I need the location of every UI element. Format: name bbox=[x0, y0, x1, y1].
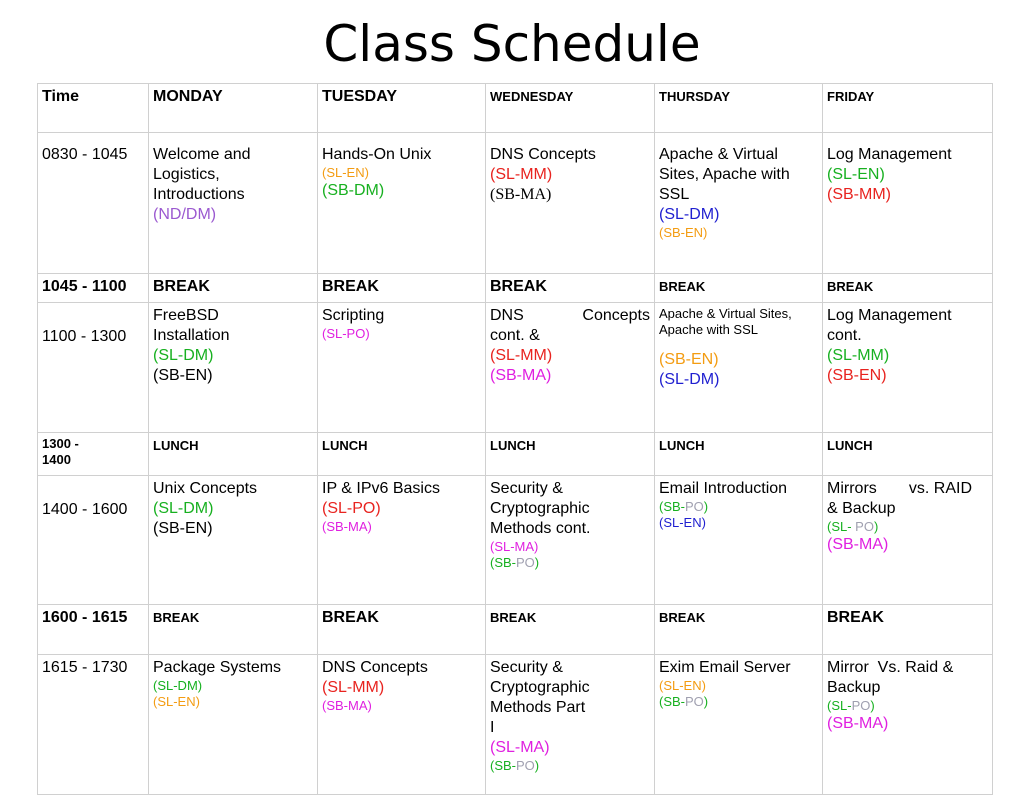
session-cell bbox=[149, 655, 318, 795]
session-cell bbox=[655, 655, 823, 795]
session-text bbox=[490, 306, 650, 326]
break-label: BREAK bbox=[322, 278, 379, 295]
session-word: vs. RAID bbox=[908, 480, 972, 497]
session-cell bbox=[318, 274, 486, 303]
tag-part: ) bbox=[703, 499, 709, 514]
time-label: 0830 - 1045 bbox=[42, 146, 128, 163]
session-text: Hands-On Unix bbox=[322, 146, 432, 163]
instructor-tag: (SL-DM) bbox=[659, 206, 720, 223]
instructor-tag: (SB-EN) bbox=[153, 520, 213, 537]
session-cell bbox=[486, 133, 655, 274]
table-row bbox=[38, 133, 993, 274]
instructor-tag: (SL-EN) bbox=[322, 165, 369, 180]
table-row bbox=[38, 476, 993, 605]
session-text: Backup bbox=[827, 679, 881, 696]
schedule-table bbox=[37, 83, 993, 795]
tag-part: PO bbox=[855, 519, 874, 534]
instructor-tag: (SB-MM) bbox=[827, 186, 891, 203]
session-text: Apache & Virtual bbox=[659, 146, 778, 163]
session-cell bbox=[318, 655, 486, 795]
tag-part: PO bbox=[516, 555, 535, 570]
session-cell bbox=[149, 303, 318, 433]
instructor-tag: (SB-EN) bbox=[659, 351, 719, 368]
session-cell bbox=[318, 303, 486, 433]
instructor-tag: (SB-EN) bbox=[827, 367, 887, 384]
instructor-tag: (SL-MM) bbox=[490, 166, 553, 183]
session-text: Security & bbox=[490, 659, 563, 676]
spacer bbox=[659, 338, 818, 350]
break-label: BREAK bbox=[490, 610, 537, 625]
session-cell bbox=[655, 303, 823, 433]
instructor-tag bbox=[659, 499, 818, 515]
break-label: BREAK bbox=[153, 610, 200, 625]
instructor-tag bbox=[490, 758, 650, 774]
session-text: cont. bbox=[827, 327, 862, 344]
session-text: & Backup bbox=[827, 500, 896, 517]
session-text: I bbox=[490, 719, 495, 736]
session-cell bbox=[823, 274, 993, 303]
tag-part: (SL- bbox=[827, 519, 856, 534]
session-cell bbox=[655, 433, 823, 476]
instructor-tag: (SL-MM) bbox=[322, 679, 385, 696]
time-cell bbox=[38, 133, 149, 274]
header-thursday bbox=[655, 84, 823, 133]
session-cell bbox=[486, 303, 655, 433]
session-cell bbox=[149, 133, 318, 274]
session-cell bbox=[318, 605, 486, 655]
session-text: DNS Concepts bbox=[322, 659, 428, 676]
lunch-label: LUNCH bbox=[153, 438, 199, 453]
session-cell bbox=[486, 605, 655, 655]
header-row bbox=[38, 84, 993, 133]
table-row bbox=[38, 274, 993, 303]
break-label: BREAK bbox=[827, 609, 884, 626]
session-text: Log Management bbox=[827, 146, 952, 163]
time-label: 1100 - 1300 bbox=[42, 328, 127, 345]
session-cell bbox=[655, 476, 823, 605]
session-text: Methods Part bbox=[490, 699, 586, 716]
lunch-label: LUNCH bbox=[827, 438, 873, 453]
instructor-tag: (SB-MA) bbox=[322, 698, 372, 713]
session-text: Apache with SSL bbox=[659, 322, 759, 337]
session-text: SSL bbox=[659, 186, 690, 203]
tag-part: PO bbox=[516, 758, 535, 773]
instructor-tag: (SB-EN) bbox=[153, 367, 213, 384]
session-cell bbox=[486, 433, 655, 476]
instructor-tag: (SL-EN) bbox=[659, 678, 706, 693]
session-text: cont. & bbox=[490, 327, 540, 344]
header-friday-label: FRIDAY bbox=[827, 89, 875, 104]
tag-part: PO bbox=[851, 698, 871, 713]
header-monday bbox=[149, 84, 318, 133]
tag-part: (SL- bbox=[827, 698, 852, 713]
tag-part: (SB- bbox=[659, 499, 685, 514]
session-text: Unix Concepts bbox=[153, 480, 258, 497]
session-cell bbox=[318, 476, 486, 605]
time-cell bbox=[38, 605, 149, 655]
time-label: 1400 bbox=[42, 452, 71, 467]
session-text: Email Introduction bbox=[659, 480, 788, 497]
break-label: BREAK bbox=[659, 279, 706, 294]
instructor-tag: (SB-MA) bbox=[490, 367, 552, 384]
session-text: Logistics, bbox=[153, 166, 220, 183]
instructor-tag: (SB-DM) bbox=[322, 182, 385, 199]
instructor-tag: (SL-EN) bbox=[153, 694, 200, 709]
lunch-label: LUNCH bbox=[659, 438, 705, 453]
table-row bbox=[38, 655, 993, 795]
session-word: Mirrors bbox=[827, 480, 877, 497]
instructor-tag bbox=[827, 698, 988, 714]
header-tuesday-label: TUESDAY bbox=[322, 88, 397, 105]
session-cell bbox=[486, 476, 655, 605]
session-text: Installation bbox=[153, 327, 230, 344]
instructor-tag: (SL-PO) bbox=[322, 326, 370, 341]
instructor-tag: (ND/DM) bbox=[153, 206, 217, 223]
tag-part: ) bbox=[703, 694, 709, 709]
session-text: Package Systems bbox=[153, 659, 282, 676]
tag-part: ) bbox=[534, 555, 540, 570]
header-tuesday bbox=[318, 84, 486, 133]
session-text: Mirror Vs. Raid & bbox=[827, 659, 954, 676]
instructor-tag: (SL-EN) bbox=[659, 515, 706, 530]
session-text: FreeBSD bbox=[153, 307, 219, 324]
session-cell bbox=[655, 605, 823, 655]
header-wednesday bbox=[486, 84, 655, 133]
session-text: Security & bbox=[490, 480, 563, 497]
time-label: 1600 - 1615 bbox=[42, 609, 128, 626]
tag-part: ) bbox=[873, 519, 879, 534]
break-label: BREAK bbox=[827, 279, 874, 294]
session-text: IP & IPv6 Basics bbox=[322, 480, 440, 497]
session-cell bbox=[318, 133, 486, 274]
session-text: Welcome and bbox=[153, 146, 251, 163]
header-monday-label: MONDAY bbox=[153, 88, 223, 105]
instructor-tag: (SL-MA) bbox=[490, 539, 539, 554]
session-text: Cryptographic bbox=[490, 679, 590, 696]
session-cell bbox=[655, 133, 823, 274]
session-word: DNS bbox=[490, 307, 524, 324]
session-text: Methods cont. bbox=[490, 520, 591, 537]
instructor-tag bbox=[490, 555, 650, 571]
time-cell bbox=[38, 274, 149, 303]
time-cell bbox=[38, 433, 149, 476]
instructor-tag: (SL-DM) bbox=[153, 347, 214, 364]
time-label: 1045 - 1100 bbox=[42, 278, 127, 295]
instructor-tag bbox=[827, 519, 988, 535]
header-thursday-label: THURSDAY bbox=[659, 89, 731, 104]
session-cell bbox=[486, 274, 655, 303]
instructor-tag: (SL-MM) bbox=[827, 347, 890, 364]
session-cell bbox=[149, 476, 318, 605]
header-wednesday-label: WEDNESDAY bbox=[490, 89, 574, 104]
session-text: Log Management bbox=[827, 307, 952, 324]
session-cell bbox=[823, 476, 993, 605]
session-text: Cryptographic bbox=[490, 500, 590, 517]
tag-part: (SB- bbox=[490, 555, 516, 570]
instructor-tag: (SB-EN) bbox=[659, 225, 708, 240]
instructor-tag: (SB-MA) bbox=[827, 536, 889, 553]
table-row bbox=[38, 605, 993, 655]
break-label: BREAK bbox=[490, 278, 547, 295]
session-word: Concepts bbox=[582, 307, 650, 324]
tag-part: ) bbox=[870, 698, 875, 713]
lunch-label: LUNCH bbox=[490, 438, 536, 453]
session-cell bbox=[823, 133, 993, 274]
tag-part: PO bbox=[685, 499, 704, 514]
lunch-label: LUNCH bbox=[322, 438, 368, 453]
instructor-tag: (SL-MM) bbox=[490, 347, 553, 364]
session-cell bbox=[823, 655, 993, 795]
table-row bbox=[38, 433, 993, 476]
header-time bbox=[38, 84, 149, 133]
tag-part: ) bbox=[534, 758, 540, 773]
time-cell bbox=[38, 655, 149, 795]
session-text: Sites, Apache with bbox=[659, 166, 790, 183]
tag-part: (SB- bbox=[490, 758, 516, 773]
break-label: BREAK bbox=[322, 609, 379, 626]
break-label: BREAK bbox=[153, 278, 210, 295]
time-label: 1300 - bbox=[42, 436, 79, 451]
time-cell bbox=[38, 303, 149, 433]
session-cell bbox=[823, 433, 993, 476]
instructor-tag: (SL-DM) bbox=[659, 371, 720, 388]
session-cell bbox=[149, 274, 318, 303]
break-label: BREAK bbox=[659, 610, 706, 625]
instructor-tag: (SL-DM) bbox=[153, 500, 214, 517]
tag-part: PO bbox=[685, 694, 704, 709]
session-cell bbox=[486, 655, 655, 795]
session-text bbox=[827, 479, 988, 499]
session-text: Scripting bbox=[322, 307, 385, 324]
time-cell bbox=[38, 476, 149, 605]
session-cell bbox=[149, 605, 318, 655]
instructor-tag: (SB-MA) bbox=[827, 715, 889, 732]
session-cell bbox=[823, 605, 993, 655]
time-label: 1615 - 1730 bbox=[42, 659, 128, 676]
table-row bbox=[38, 303, 993, 433]
instructor-tag: (SL-DM) bbox=[153, 678, 203, 693]
instructor-tag: (SB-MA) bbox=[490, 186, 552, 203]
session-cell bbox=[655, 274, 823, 303]
time-label: 1400 - 1600 bbox=[42, 501, 128, 518]
session-text: Exim Email Server bbox=[659, 659, 791, 676]
session-text: DNS Concepts bbox=[490, 146, 596, 163]
instructor-tag: (SL-MA) bbox=[490, 739, 550, 756]
page-title: Class Schedule bbox=[323, 15, 701, 73]
session-cell bbox=[149, 433, 318, 476]
session-cell bbox=[318, 433, 486, 476]
session-text: Apache & Virtual Sites, bbox=[659, 306, 792, 321]
session-text: Introductions bbox=[153, 186, 245, 203]
header-friday bbox=[823, 84, 993, 133]
tag-part: (SB- bbox=[659, 694, 685, 709]
instructor-tag: (SB-MA) bbox=[322, 519, 372, 534]
instructor-tag: (SL-EN) bbox=[827, 166, 885, 183]
instructor-tag: (SL-PO) bbox=[322, 500, 381, 517]
instructor-tag bbox=[659, 694, 818, 710]
session-cell bbox=[823, 303, 993, 433]
header-time-label: Time bbox=[42, 88, 80, 105]
